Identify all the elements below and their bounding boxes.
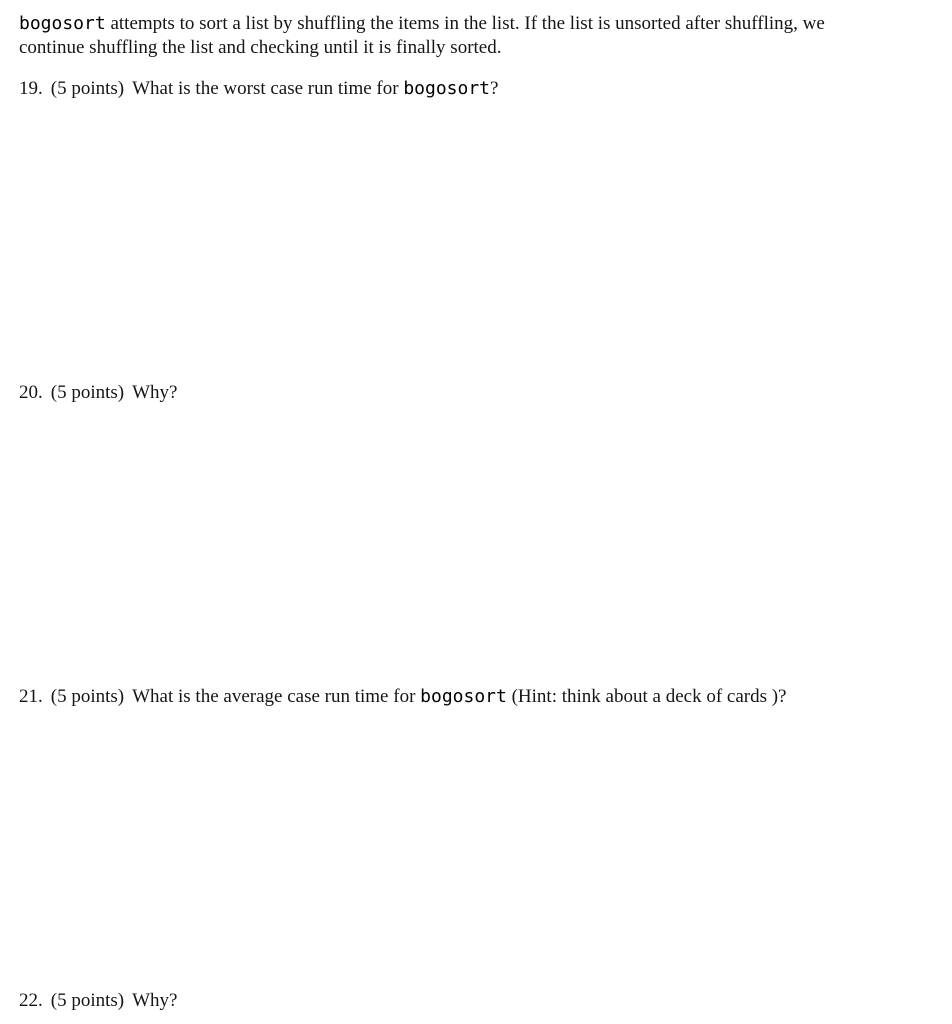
question-19 bbox=[19, 77, 498, 101]
question-22 bbox=[19, 989, 177, 1013]
question-number: 22. bbox=[19, 990, 43, 1011]
question-points: (5 points) bbox=[50, 686, 125, 707]
intro-line-1-text: attempts to sort a list by shuffling the items in the list. If the list is unsorted after shuffling, we bbox=[105, 13, 825, 34]
question-text-after: (Hint: think about a deck of cards )? bbox=[506, 686, 787, 707]
question-code-term: bogosort bbox=[420, 686, 507, 707]
question-points: (5 points) bbox=[50, 78, 125, 99]
question-text-before: What is the average case run time for bbox=[132, 686, 421, 707]
question-code-term: bogosort bbox=[403, 78, 491, 99]
intro-line-2: continue shuffling the list and checking until it is finally sorted. bbox=[19, 37, 502, 58]
question-number: 19. bbox=[19, 78, 43, 99]
question-text: Why? bbox=[132, 990, 178, 1011]
intro-line-1 bbox=[19, 12, 951, 36]
question-20 bbox=[19, 381, 177, 405]
intro-paragraph bbox=[19, 12, 951, 60]
question-points: (5 points) bbox=[50, 382, 125, 403]
question-21 bbox=[19, 685, 787, 709]
intro-code-term: bogosort bbox=[19, 13, 106, 34]
question-points: (5 points) bbox=[50, 990, 125, 1011]
question-text-after: ? bbox=[490, 78, 499, 99]
question-text-before: What is the worst case run time for bbox=[132, 78, 404, 99]
question-number: 21. bbox=[19, 686, 43, 707]
question-number: 20. bbox=[19, 382, 43, 403]
question-text: Why? bbox=[132, 382, 178, 403]
